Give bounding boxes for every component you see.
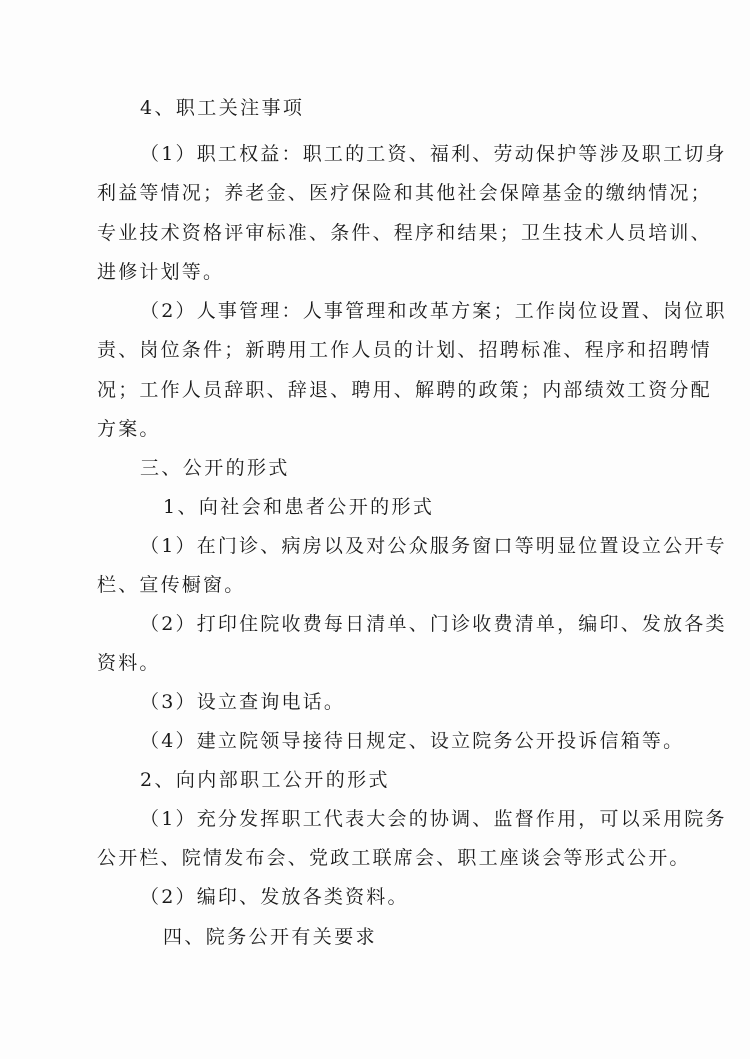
sub-1-item-2-line-2: 资料。	[97, 652, 161, 674]
sub-1-item-1-line-1: （1）在门诊、病房以及对公众服务窗口等明显位置设立公开专	[140, 535, 727, 557]
para-1-line-3: 专业技术资格评审标准、条件、程序和结果；卫生技术人员培训、	[97, 222, 712, 244]
section-three-title: 三、公开的形式	[140, 457, 290, 479]
section-4-title: 4、职工关注事项	[140, 97, 305, 119]
sub-1-item-3: （3）设立查询电话。	[140, 691, 346, 713]
para-2-line-4: 方案。	[97, 418, 161, 440]
para-2-line-2: 责、岗位条件；新聘用工作人员的计划、招聘标准、程序和招聘情	[97, 339, 712, 361]
sub-2-item-2: （2）编印、发放各类资料。	[140, 886, 409, 908]
sub-1-item-4: （4）建立院领导接待日规定、设立院务公开投诉信箱等。	[140, 730, 685, 752]
sub-2-title: 2、向内部职工公开的形式	[140, 769, 390, 791]
para-1-line-2: 利益等情况；养老金、医疗保险和其他社会保障基金的缴纳情况；	[97, 182, 712, 204]
sub-1-title: 1、向社会和患者公开的形式	[163, 496, 435, 518]
sub-2-item-1-line-1: （1）充分发挥职工代表大会的协调、监督作用，可以采用院务	[140, 808, 727, 830]
section-four-title: 四、院务公开有关要求	[163, 926, 378, 948]
para-1-line-1: （1）职工权益：职工的工资、福利、劳动保护等涉及职工切身	[140, 143, 727, 165]
para-2-line-3: 况；工作人员辞职、辞退、聘用、解聘的政策；内部绩效工资分配	[97, 379, 712, 401]
sub-1-item-2-line-1: （2）打印住院收费每日清单、门诊收费清单，编印、发放各类	[140, 613, 727, 635]
para-2-line-1: （2）人事管理：人事管理和改革方案；工作岗位设置、岗位职	[140, 300, 727, 322]
sub-1-item-1-line-2: 栏、宣传橱窗。	[97, 574, 246, 596]
para-1-line-4: 进修计划等。	[97, 261, 225, 283]
sub-2-item-1-line-2: 公开栏、院情发布会、党政工联席会、职工座谈会等形式公开。	[97, 847, 691, 869]
